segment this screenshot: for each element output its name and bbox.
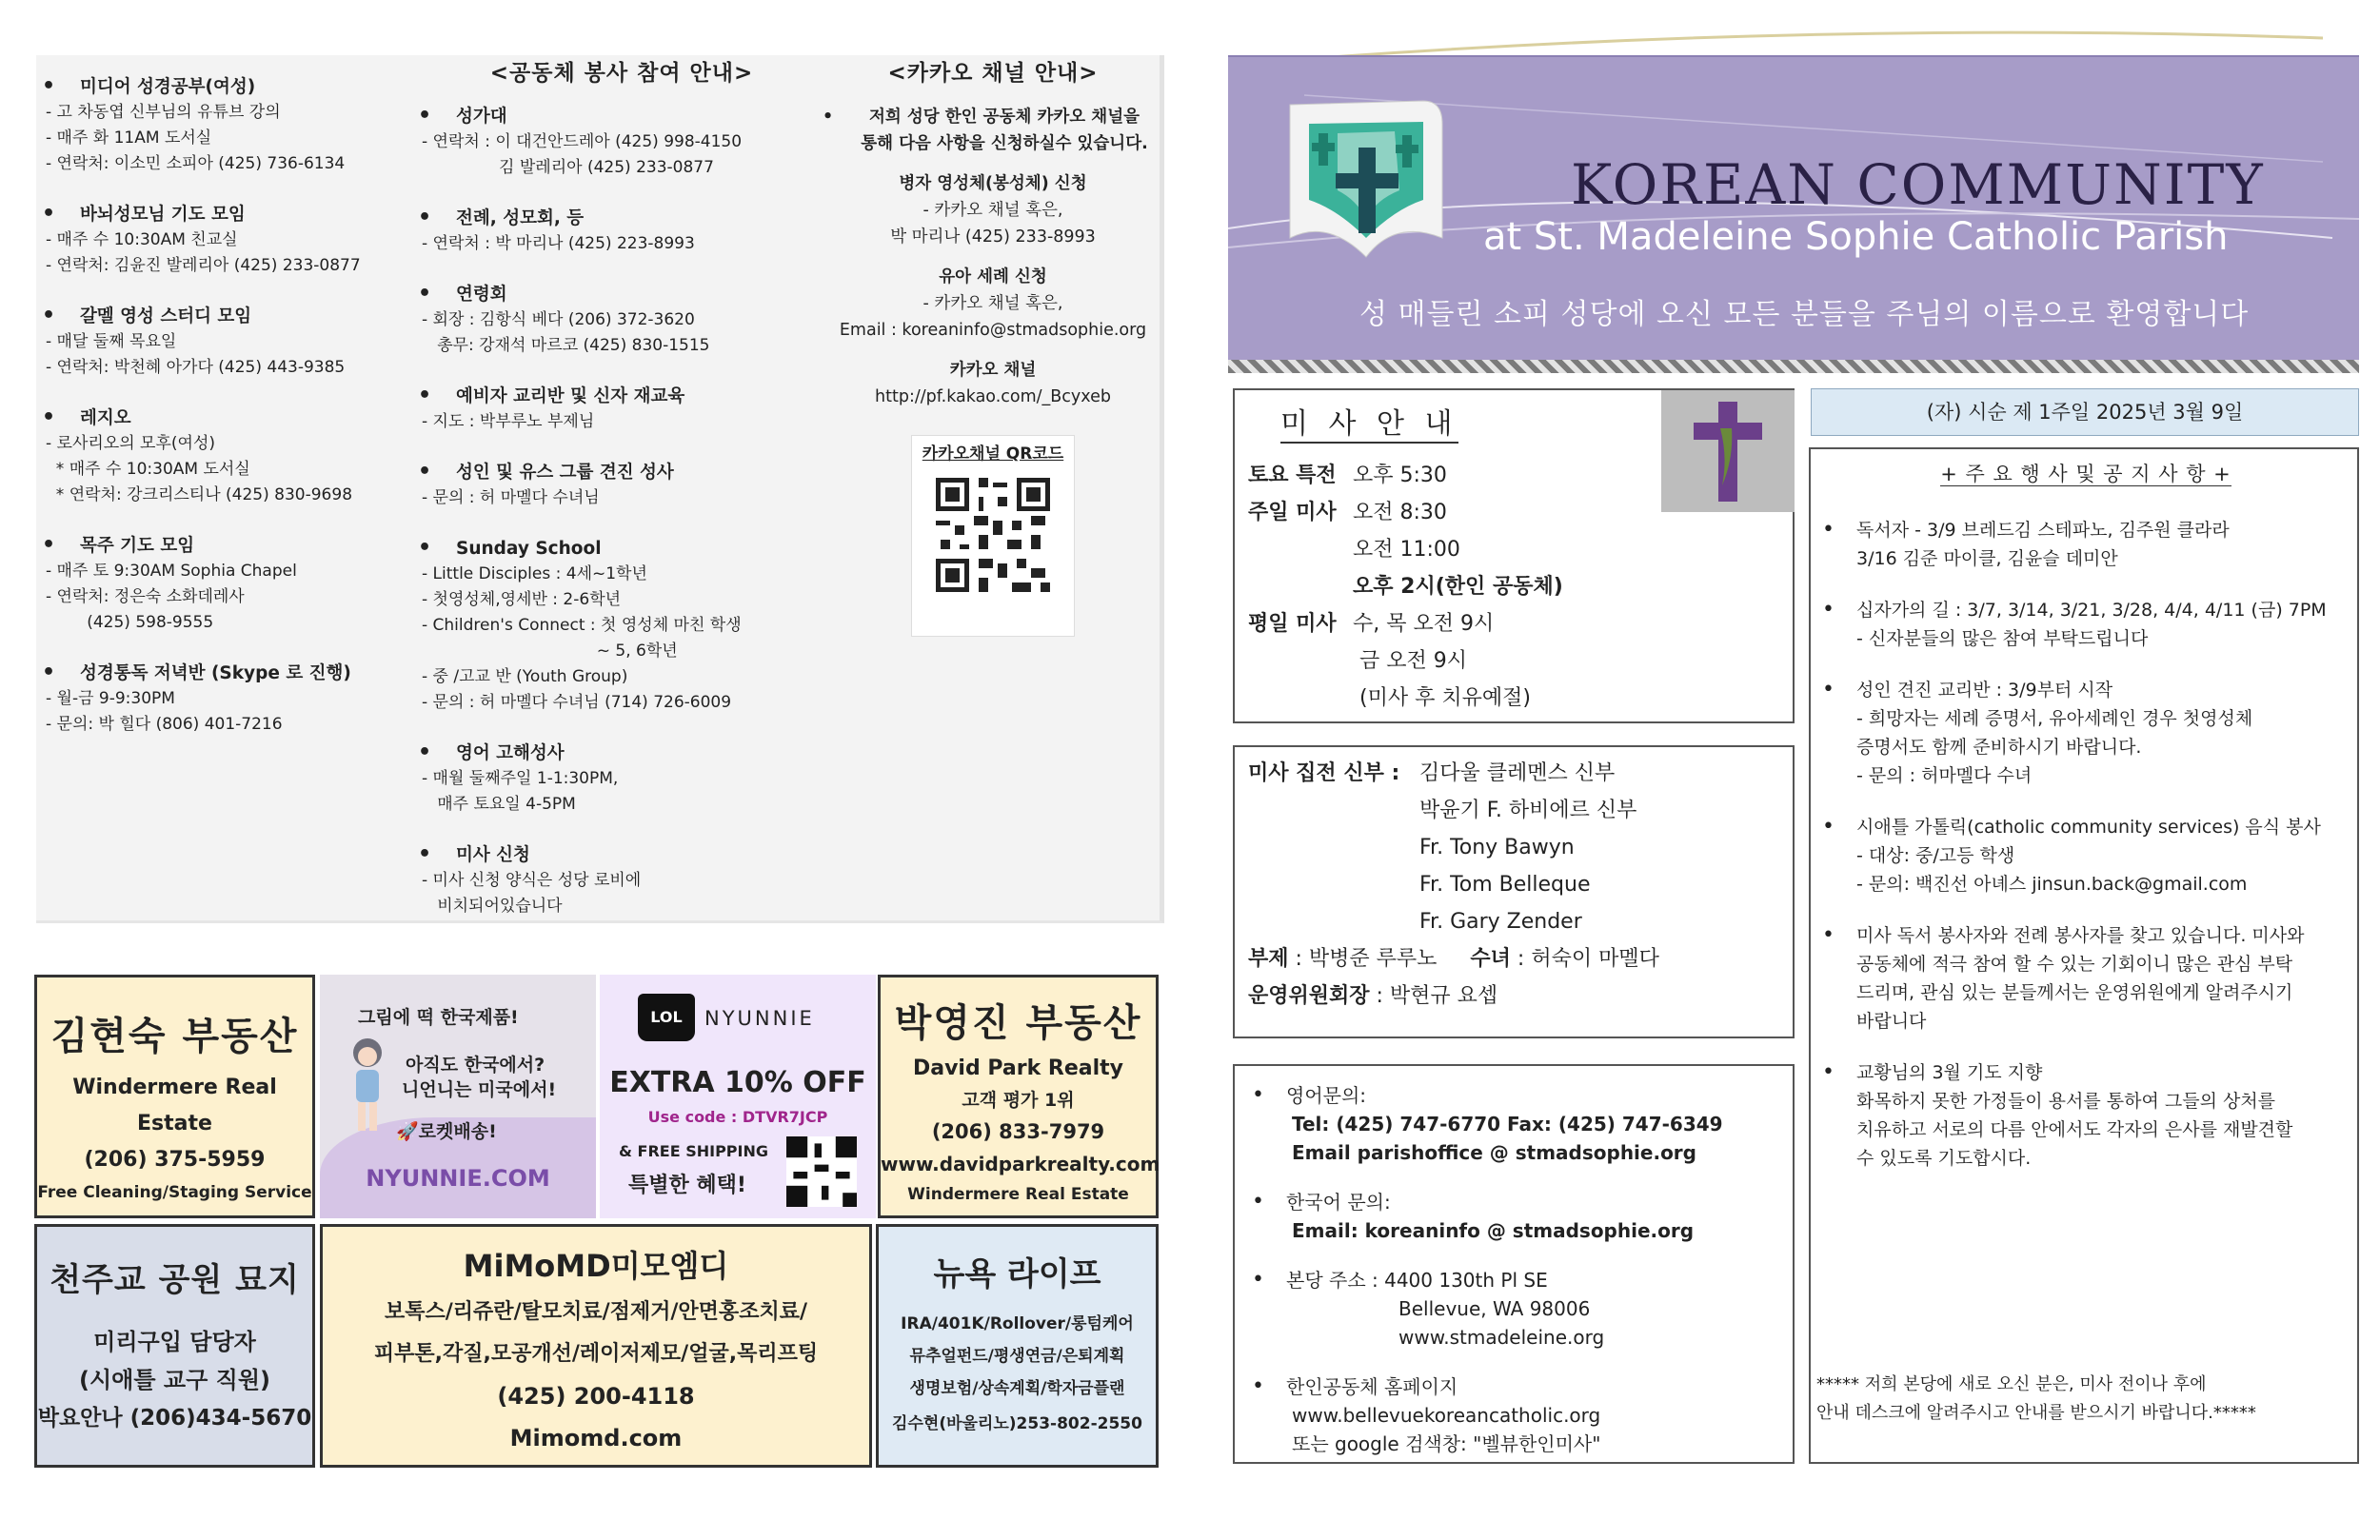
notice-line: • 시애틀 가톨릭(catholic community services) 음식 봉사 xyxy=(1856,817,2321,838)
priest-name: Fr. Tom Belleque xyxy=(1419,873,1591,897)
notice-line: 3/16 김준 마이클, 김윤슬 데미안 xyxy=(1856,548,2118,569)
notice-line: 화목하지 못한 가정들이 용서를 통하여 그들의 상처를 xyxy=(1856,1091,2276,1112)
notice-line: • 십자가의 길 : 3/7, 3/14, 3/21, 3/28, 4/4, 4/11 (금) 7PM xyxy=(1856,600,2327,621)
ad-kim-name: 김현숙 부동산 xyxy=(50,1015,299,1058)
ad-kim-company: Windermere Real Estate xyxy=(72,1076,277,1135)
contact-detail: Tel: (425) 747-6770 Fax: (425) 747-6349 xyxy=(1292,1113,1723,1135)
notice-line: 드리며, 관심 있는 분들께서는 운영위원에게 알려주시기 xyxy=(1856,982,2293,1003)
notice-item xyxy=(1816,676,2355,790)
service-detail: - 첫영성체,영세반 : 2-6학년 xyxy=(422,590,622,609)
service-detail: - 문의 : 허 마멜다 수녀님 xyxy=(422,488,600,507)
ad-newlife-line1: IRA/401K/Rollover/롱텀케어 xyxy=(901,1314,1134,1333)
ad-nyunnie-line2: 아직도 한국에서? xyxy=(406,1055,545,1076)
service-detail: - 연락처 : 박 마리나 (425) 223-8993 xyxy=(422,234,695,253)
ministry-group xyxy=(36,533,417,636)
ad-mimo-website: Mimomd.com xyxy=(509,1425,683,1451)
service-title: • 예비자 교리반 및 신자 재교육 xyxy=(412,384,831,409)
ad-kim-real-estate xyxy=(34,975,315,1218)
contact-detail: Bellevue, WA 98006 xyxy=(1398,1297,1591,1320)
service-title: • 성인 및 유스 그룹 견진 성사 xyxy=(412,460,831,485)
cross-icon xyxy=(1661,390,1795,512)
notices-footer: ***** 저희 본당에 새로 오신 분은, 미사 전이나 후에 안내 데스크에 알려주시고 안내를 받으시기 바랍니다.***** xyxy=(1816,1374,2256,1423)
kakao-qr-title: 카카오채널 QR코드 xyxy=(922,444,1064,464)
service-detail: 총무: 강재석 마르코 (425) 830-1515 xyxy=(422,336,710,355)
ad-nyunnie-right xyxy=(600,975,876,1218)
ministry-group xyxy=(36,202,417,279)
ministry-title: • 갈멜 영성 스터디 모임 xyxy=(36,304,417,329)
ad-nyunnie-brand: NYUNNIE xyxy=(704,1007,815,1030)
mass-row xyxy=(1248,642,1686,680)
community-service-column xyxy=(412,61,831,944)
banner-stripe xyxy=(1228,360,2359,373)
service-detail: - 미사 신청 양식은 성당 로비에 xyxy=(422,871,642,890)
service-title: • 전례, 성모회, 등 xyxy=(412,206,831,231)
mass-row xyxy=(1248,680,1686,717)
shopping-bag-icon: LOL xyxy=(638,994,695,1041)
mass-row xyxy=(1248,531,1686,568)
header-banner xyxy=(1228,55,2359,362)
ad-park-english: David Park Realty xyxy=(912,1056,1124,1080)
priest-name: Fr. Tony Bawyn xyxy=(1419,836,1575,859)
service-detail: - Little Disciples : 4세~1학년 xyxy=(422,564,647,583)
notice-line: • 성인 견진 교리반 : 3/9부터 시작 xyxy=(1856,680,2113,701)
contact-title: • 한국어 문의: xyxy=(1286,1191,1391,1214)
ad-cemetery-name: 천주교 공원 묘지 xyxy=(50,1261,300,1299)
mass-schedule-title: 미 사 안 내 xyxy=(1280,400,1458,444)
service-detail: - 중 /고교 반 (Youth Group) xyxy=(422,667,628,686)
ad-park-website: www.davidparkrealty.com xyxy=(881,1153,1160,1175)
ministry-detail: - 매주 토 9:30AM Sophia Chapel xyxy=(46,562,297,581)
ministries-panel xyxy=(36,55,1164,923)
contact-item xyxy=(1246,1372,1779,1458)
notice-line: • 독서자 - 3/9 브레드김 스테파노, 김주원 클라라 xyxy=(1856,520,2230,541)
notice-line: 바랍니다 xyxy=(1856,1011,1927,1032)
mass-row xyxy=(1248,605,1686,642)
kakao-item-title: 병자 영성체(봉성체) 신청 xyxy=(899,174,1087,193)
notices-title: + 주 요 행 사 및 공 지 사 항 + xyxy=(1940,463,2231,485)
ad-newlife-name: 뉴욕 라이프 xyxy=(933,1255,1101,1293)
ministry-title: • 바뇌성모님 기도 모임 xyxy=(36,202,417,227)
ad-new-york-life xyxy=(876,1224,1159,1468)
service-detail: - 연락처 : 이 대건안드레아 (425) 998-4150 xyxy=(422,132,743,151)
kakao-item-title: 카카오 채널 xyxy=(949,361,1037,380)
kakao-item-detail: 박 마리나 (425) 233-8993 xyxy=(890,227,1096,247)
contact-detail: Email: koreaninfo @ stmadsophie.org xyxy=(1292,1219,1695,1242)
ad-nyunnie-free-shipping: & FREE SHIPPING xyxy=(619,1142,768,1160)
contact-title: • 본당 주소 : 4400 130th Pl SE xyxy=(1286,1269,1548,1292)
ministry-detail: * 연락처: 강크리스티나 (425) 830-9698 xyxy=(46,485,353,504)
banner-welcome: 성 매들린 소피 성당에 오신 모든 분들을 주님의 이름으로 환영합니다 xyxy=(1359,298,2250,331)
banner-title: KOREAN COMMUNITY xyxy=(1571,152,2265,217)
ministry-detail: - 매주 화 11AM 도서실 xyxy=(46,128,212,148)
ministry-detail: - 연락처: 정은숙 소화데레사 xyxy=(46,587,245,606)
kakao-item-detail: http://pf.kakao.com/_Bcyxeb xyxy=(875,387,1111,406)
service-group xyxy=(412,282,831,359)
ad-nyunnie-left xyxy=(320,975,596,1218)
notice-line: 치유하고 서로의 다름 안에서도 각자의 은사를 재발견할 xyxy=(1856,1119,2293,1140)
contacts-box xyxy=(1233,1064,1795,1464)
kakao-intro: • 저희 성당 한인 공동체 카카오 채널을 통해 다음 사항을 신청하실수 있습니다. xyxy=(823,108,1148,153)
church-logo-icon xyxy=(1280,95,1452,262)
ad-park-phone: (206) 833-7979 xyxy=(931,1120,1105,1143)
ad-newlife-line2: 뮤추얼펀드/평생연금/은퇴계획 xyxy=(909,1347,1125,1366)
service-title: • 연령회 xyxy=(412,282,831,307)
notice-line: 증명서도 함께 준비하시기 바랍니다. xyxy=(1856,737,2142,758)
service-group xyxy=(412,104,831,181)
service-detail: - 지도 : 박부루노 부제님 xyxy=(422,412,595,431)
ad-nyunnie-benefit: 특별한 혜택! xyxy=(628,1174,746,1197)
deacon-name: 박병준 루루노 xyxy=(1308,947,1438,971)
notice-item xyxy=(1816,596,2355,653)
contact-title: • 한인공동체 홈페이지 xyxy=(1286,1375,1458,1398)
ministry-detail: - 매주 수 10:30AM 친교실 xyxy=(46,230,238,249)
service-detail: - Children's Connect : 첫 영성체 마친 학생 xyxy=(422,616,742,635)
notices-box xyxy=(1809,447,2359,1464)
ministry-group xyxy=(36,74,417,177)
mass-row xyxy=(1248,494,1686,531)
service-detail: 김 발레리아 (425) 233-0877 xyxy=(422,158,714,177)
ad-newlife-contact: 김수현(바울리노)253-802-2550 xyxy=(892,1414,1142,1433)
sister-name: 허숙이 마멜다 xyxy=(1531,947,1659,971)
kakao-item-title: 유아 세례 신청 xyxy=(939,267,1047,286)
clergy-list: 미사 집전 신부 : 김다울 클레멘스 신부 박윤기 F. 하비에르 신부 Fr. Tony Bawyn Fr. Tom Belleque Fr. Gary Zender 부제 : 박병준 루루노 수녀 : 허숙이 마멜다 운영위원회장 : 박현규 요셉 xyxy=(1248,755,1781,1015)
service-group xyxy=(412,384,831,435)
mass-day-label: 주일 미사 xyxy=(1248,501,1337,524)
priest-name: 박윤기 F. 하비에르 신부 xyxy=(1419,799,1637,822)
notice-line: - 신자분들의 많은 참여 부탁드립니다 xyxy=(1856,628,2149,649)
service-group xyxy=(412,460,831,511)
ad-newlife-line3: 생명보험/상속계획/학자금플랜 xyxy=(909,1379,1125,1398)
mass-time: 오후 5:30 xyxy=(1353,464,1447,487)
service-title: • 영어 고해성사 xyxy=(412,740,831,766)
girl-illustration-icon xyxy=(339,1032,396,1146)
ad-nyunnie-shipping: 🚀로켓배송! xyxy=(396,1121,497,1142)
mass-row xyxy=(1248,568,1686,605)
council-label: 운영위원회장 xyxy=(1248,984,1370,1008)
mass-time: (미사 후 치유예절) xyxy=(1353,686,1531,710)
service-group xyxy=(412,536,831,716)
notice-line: - 문의: 백진선 아녜스 jinsun.back@gmail.com xyxy=(1856,874,2248,895)
banner-subtitle: at St. Madeleine Sophie Catholic Parish xyxy=(1483,215,2229,259)
ministries-column-1 xyxy=(36,74,417,762)
service-detail: - 문의 : 허 마멜다 수녀님 (714) 726-6009 xyxy=(422,693,732,712)
ad-mimomd xyxy=(320,1224,872,1468)
liturgical-date: (자) 시순 제 1주일 2025년 3월 9일 xyxy=(1811,388,2359,436)
service-title: • Sunday School xyxy=(412,536,831,562)
ministry-title: • 목주 기도 모임 xyxy=(36,533,417,559)
notice-item xyxy=(1816,921,2355,1036)
mass-time: 오후 2시(한인 공동체) xyxy=(1353,575,1563,599)
notice-line: • 교황님의 3월 기도 지향 xyxy=(1856,1062,2043,1083)
mass-time: 오전 11:00 xyxy=(1353,538,1460,562)
kakao-item xyxy=(817,264,1169,344)
deacon-label: 부제 xyxy=(1248,947,1289,971)
mass-time: 수, 목 오전 9시 xyxy=(1353,612,1495,636)
ad-park-real-estate xyxy=(878,975,1159,1218)
contact-detail: Email parishoffice @ stmadsophie.org xyxy=(1292,1141,1696,1164)
contact-detail: www.bellevuekoreancatholic.org xyxy=(1292,1404,1601,1427)
service-detail: - 회장 : 김항식 베다 (206) 372-3620 xyxy=(422,310,695,329)
ministry-detail: - 고 차동엽 신부님의 유튜브 강의 xyxy=(46,103,281,122)
ministry-detail: - 연락처: 김윤진 발레리아 (425) 233-0877 xyxy=(46,256,361,275)
ad-nyunnie-code: Use code : DTVR7JCP xyxy=(647,1108,828,1126)
ministry-detail: - 문의: 박 힐다 (806) 401-7216 xyxy=(46,715,283,734)
service-detail: ~ 5, 6학년 xyxy=(422,642,678,661)
ministry-detail: (425) 598-9555 xyxy=(46,613,214,632)
contact-item xyxy=(1246,1188,1779,1245)
contact-item xyxy=(1246,1081,1779,1167)
service-detail: 비치되어있습니다 xyxy=(422,897,563,916)
ad-mimo-services-1: 보톡스/리쥬란/탈모치료/점제거/안면홍조치료/ xyxy=(385,1300,807,1324)
contact-detail: www.stmadeleine.org xyxy=(1398,1326,1605,1349)
ministry-group xyxy=(36,661,417,738)
ad-kim-service: Free Cleaning/Staging Service xyxy=(37,1183,312,1202)
ad-park-name: 박영진 부동산 xyxy=(894,1001,1142,1045)
mass-time: 오전 8:30 xyxy=(1353,501,1447,524)
ad-kim-phone: (206) 375-5959 xyxy=(84,1148,266,1172)
ad-park-company: Windermere Real Estate xyxy=(907,1185,1129,1204)
mass-times xyxy=(1248,457,1686,717)
ministry-detail: - 연락처: 이소민 소피아 (425) 736-6134 xyxy=(46,154,346,173)
kakao-item-detail: Email : koreaninfo@stmadsophie.org xyxy=(839,321,1147,340)
contact-detail: 또는 google 검색창: "벨뷰한인미사" xyxy=(1292,1432,1601,1455)
ad-mimo-name: MiMoMD미모엠디 xyxy=(463,1248,729,1284)
ministry-title: • 성경통독 저녁반 (Skype 로 진행) xyxy=(36,661,417,686)
contact-title: • 영어문의: xyxy=(1286,1084,1367,1107)
ministry-detail: - 로사리오의 모후(여성) xyxy=(46,434,216,453)
ministry-detail: * 매주 수 10:30AM 도서실 xyxy=(46,460,250,479)
kakao-qr-card xyxy=(911,435,1075,637)
ad-park-rating: 고객 평가 1위 xyxy=(962,1090,1075,1111)
ministry-title: • 미디어 성경공부(여성) xyxy=(36,74,417,100)
ad-mimo-phone: (425) 200-4118 xyxy=(497,1383,695,1410)
service-group xyxy=(412,740,831,818)
notice-line: - 문의 : 허마멜다 수녀 xyxy=(1856,765,2033,786)
service-group xyxy=(412,842,831,919)
notice-line: 공동체에 적극 참여 할 수 있는 기회이니 많은 관심 부탁 xyxy=(1856,954,2293,975)
priest-name: Fr. Gary Zender xyxy=(1419,910,1582,934)
community-service-title: <공동체 봉사 참여 안내> xyxy=(489,61,754,86)
service-title: • 미사 신청 xyxy=(412,842,831,868)
council-name: 박현규 요셉 xyxy=(1389,984,1498,1008)
mass-time: 금 오전 9시 xyxy=(1353,649,1467,673)
notice-line: - 희망자는 세례 증명서, 유아세례인 경우 첫영성체 xyxy=(1856,708,2253,729)
mass-day-label: 평일 미사 xyxy=(1248,612,1337,636)
ad-cemetery-line1: 미리구입 담당자 xyxy=(93,1329,256,1355)
ad-cemetery-contact: 박요안나 (206)434-5670 xyxy=(37,1406,312,1431)
ministry-detail: - 매달 둘째 목요일 xyxy=(46,332,177,351)
notice-line: 수 있도록 기도합시다. xyxy=(1856,1148,2032,1169)
notice-line: - 대상: 중/고등 학생 xyxy=(1856,845,2015,866)
ad-catholic-cemetery xyxy=(34,1224,315,1468)
sister-label: 수녀 xyxy=(1470,947,1511,971)
service-title: • 성가대 xyxy=(412,104,831,129)
ministry-detail: - 연락처: 박천혜 아가다 (425) 443-9385 xyxy=(46,358,346,377)
notice-item xyxy=(1816,516,2355,573)
contact-item xyxy=(1246,1266,1779,1352)
notice-item xyxy=(1816,1058,2355,1173)
ad-nyunnie-tagline: 그림에 떡 한국제품! xyxy=(358,1007,519,1028)
ministry-detail: - 월-금 9-9:30PM xyxy=(46,689,175,708)
notice-item xyxy=(1816,813,2355,898)
kakao-item xyxy=(817,170,1169,250)
kakao-item xyxy=(817,357,1169,410)
ministry-group xyxy=(36,304,417,381)
notice-line: • 미사 독서 봉사자와 전례 봉사자를 찾고 있습니다. 미사와 xyxy=(1856,925,2305,946)
ad-nyunnie-offer: EXTRA 10% OFF xyxy=(609,1066,866,1099)
clergy-label: 미사 집전 신부 : xyxy=(1248,761,1400,785)
ad-cemetery-line2: (시애틀 교구 직원) xyxy=(79,1367,270,1393)
qr-code-icon xyxy=(786,1136,857,1207)
ministry-group xyxy=(36,405,417,508)
mass-row xyxy=(1248,457,1686,494)
kakao-item-detail: - 카카오 채널 혹은, xyxy=(922,294,1063,313)
service-group xyxy=(412,206,831,257)
service-detail: - 매월 둘째주일 1-1:30PM, xyxy=(422,769,619,788)
ad-mimo-services-2: 피부톤,각질,모공개선/레이저제모/얼굴,목리프팅 xyxy=(373,1342,819,1366)
mass-day-label: 토요 특전 xyxy=(1248,464,1337,487)
kakao-channel-column xyxy=(817,61,1169,637)
ministry-title: • 레지오 xyxy=(36,405,417,431)
kakao-channel-title: <카카오 채널 안내> xyxy=(887,61,1099,86)
ad-nyunnie-site: NYUNNIE.COM xyxy=(366,1165,550,1192)
qr-code-icon xyxy=(931,473,1055,597)
mass-schedule-box xyxy=(1233,388,1795,723)
service-detail: 매주 토요일 4-5PM xyxy=(422,795,576,814)
priest-name: 김다울 클레멘스 신부 xyxy=(1419,761,1616,785)
kakao-item-detail: - 카카오 채널 혹은, xyxy=(922,201,1063,220)
clergy-box xyxy=(1233,745,1795,1038)
ad-nyunnie-line3: 니언니는 미국에서! xyxy=(402,1079,557,1100)
